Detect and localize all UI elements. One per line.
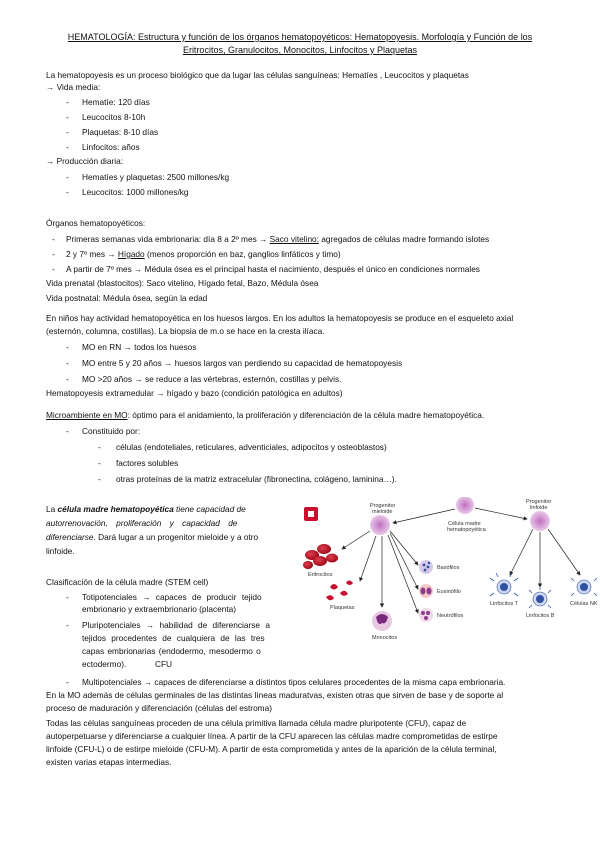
todas-line3: linfoide (CFU-L) o de estirpe mieloide (CFU-M). A partir de esta comprometida y antes de la aparición de la célula terminal, xyxy=(46,744,497,754)
ninos-item: MO entre 5 y 20 años → huesos largos van perdiendo su capacidad de hematopoyesis xyxy=(82,358,403,368)
ninos-line2: (esternón, columna, costillas). La biopsia de m.o se hace en la cresta ilíaca. xyxy=(46,326,325,336)
pluripotenciales-line2: tejidos procedentes de cualquiera de las tres xyxy=(82,633,265,643)
progenitor-mieloide-label-1: Progenitor xyxy=(370,503,396,509)
plaquetas-label: Plaquetas xyxy=(330,605,355,611)
vida-prenatal: Vida prenatal (blastocitos): Saco vitelino, Hígado fetal, Bazo, Médula ósea xyxy=(46,278,319,288)
eritrocitos-label: Eritrocitos xyxy=(308,572,333,578)
celula-madre-line4: linfoide. xyxy=(46,546,75,556)
pluripotenciales-line4: ectodermo). xyxy=(82,659,127,669)
constituido-heading: Constituido por: xyxy=(82,426,141,436)
microambiente-item: factores solubles xyxy=(116,458,179,468)
microambiente-item: células (endoteliales, reticulares, adventiciales, adipocitos y osteoblastos) xyxy=(116,442,387,452)
stem-cell-icon xyxy=(456,497,474,514)
progenitor-linfoide-label-1: Progenitor xyxy=(526,499,552,505)
microambiente-item: otras proteínas de la matriz extracelular (fibronectina, colágeno, laminina…). xyxy=(116,474,397,484)
organos-item-3: A partir de 7º mes → Médula ósea es el principal hasta el nacimiento, después el único en condiciones normales xyxy=(66,264,480,274)
ninos-item: MO en RN → todos los huesos xyxy=(82,342,197,352)
todas-line2: autoperpetuarse y diferenciarse a cualquier línea. A partir de la CFU aparecen las células madre comprometidas de estirpe xyxy=(46,731,498,741)
monocitos-icon xyxy=(372,611,392,631)
todas-line1: Todas las células sanguíneas proceden de una célula primitiva llamada célula madre pluripotente (CFU), capaz de xyxy=(46,718,467,728)
eosinofilos-icon xyxy=(419,584,433,598)
celulas-nk-icon xyxy=(571,578,597,596)
mo-lineas-line1: En la MO además de células germinales de las distintas líneas maduratvas, existen otras que sirven de base y de soporte al xyxy=(46,690,504,700)
pluripotenciales-line1: Pluripotenciales → habilidad de diferenciarse a xyxy=(82,620,270,630)
organos-heading: Órganos hematopoyéticos: xyxy=(46,218,146,228)
vida-postnatal: Vida postnatal: Médula ósea, según la edad xyxy=(46,293,208,303)
progenitor-mieloide-label-2: mieloide xyxy=(372,509,393,515)
vida-media-heading: → Vida media: xyxy=(46,82,101,92)
todas-line4: existen varias etapas intermedias. xyxy=(46,757,172,767)
produccion-item: Leucocitos: 1000 millones/kg xyxy=(82,187,189,197)
organos-item-1: Primeras semanas vida embrionaria: día 8 a 2º mes → Saco vitelino: agregados de células madre formando islotes xyxy=(66,234,490,244)
linfocitos-b-icon xyxy=(529,586,551,608)
document-title-line2: Eritrocitos, Granulocitos, Monocitos, Linfocitos y Plaquetas xyxy=(182,45,418,55)
clasificacion-heading: Clasificación de la célula madre (STEM cell) xyxy=(46,577,209,587)
produccion-heading: → Producción diaria: xyxy=(46,156,124,166)
totipotenciales-line1: Totipotenciales → capaces de producir tejido xyxy=(82,592,262,602)
neutrofilos-label: Neutrófilos xyxy=(437,613,464,619)
produccion-item: Hematíes y plaquetas: 2500 millones/kg xyxy=(82,172,230,182)
celula-madre-label-1: Célula madre xyxy=(448,521,481,527)
intro-text: La hematopoyesis es un proceso biológico que da lugar las células sanguíneas: Hematíes , Leucocitos y plaquetas xyxy=(46,70,469,80)
cfu-label: CFU xyxy=(155,659,173,669)
celula-madre-line1: La célula madre hematopoyética tiene capacidad de xyxy=(46,504,246,514)
linfocitos-t-label: Linfocitos T xyxy=(490,601,519,607)
vida-media-item: Hematíe: 120 días xyxy=(82,97,150,107)
celula-madre-label-2: hematopoyética xyxy=(447,527,486,533)
pluripotenciales-line3: capas embrionarias (endodermo, mesodermo o xyxy=(82,646,261,656)
eritrocitos-icon xyxy=(303,544,338,569)
celula-madre-line3: diferenciarse. Dará lugar a un progenitor mieloide y a otro xyxy=(46,532,259,542)
hematopoiesis-diagram xyxy=(300,497,600,642)
mo-lineas-line2: proceso de maduración y diferenciación (células del estroma) xyxy=(46,703,272,713)
basofilos-label: Basófilos xyxy=(437,565,460,571)
vida-media-item: Leucocitos 8-10h xyxy=(82,112,146,122)
eosinofilos-label: Eosinófilo xyxy=(437,589,461,595)
linfocitos-b-label: Linfocitos B xyxy=(526,613,555,619)
progenitor-linfoide-icon xyxy=(530,511,550,531)
plaquetas-icon xyxy=(326,581,353,601)
multipotenciales: Multipotenciales → capaces de diferenciarse a distintos tipos celulares procedentes de la misma capa embrionaria. xyxy=(82,677,506,687)
totipotenciales-line2: embrionario y extraembrionario (placenta) xyxy=(82,604,237,614)
progenitor-linfoide-label-2: linfoide xyxy=(530,505,548,511)
celulas-nk-label: Células NK xyxy=(570,601,598,607)
hematopoyesis-extramedular: Hematopoyesis extramedular → hígado y bazo (condición patológica en adultos) xyxy=(46,388,343,398)
basofilos-icon xyxy=(419,560,433,574)
progenitor-mieloide-icon xyxy=(370,515,390,535)
ninos-line1: En niños hay actividad hematopoyética en los huesos largos. En los adultos la hematopoyesis se produce en el esqueleto axial xyxy=(46,313,514,323)
neutrofilos-icon xyxy=(419,608,433,622)
ninos-item: MO >20 años → se reduce a las vértebras, esternón, costillas y pelvis. xyxy=(82,374,342,384)
vida-media-item: Linfocitos: años xyxy=(82,142,140,152)
document-page: HEMATOLOGÍA: Estructura y función de los órganos hematopoyéticos: Hematopoyesis. Morfología y Función de los Eritrocitos, Granulocitos, Monocitos, Linfocitos y Plaquetas La hematopoyesis es un proceso biológico que da lugar las células sanguíneas: Hematíes , Leucocitos y plaquetas → Vida media: - Hematíe: 120 días - Leucocitos 8-10h - Plaquetas: 8-10 días - Linfocitos: años → Producción diaria: - Hematíes y plaquetas: 2500 millones/kg - Leucocitos: 1000 millones/kg Órganos hematopoyéticos: - Primeras semanas vida embrionaria: día 8 a 2º mes → Saco vitelino: agregados de células madre formando islotes - 2 y 7º mes → Hígado (menos proporción en baz, ganglios linfáticos y timo) - A partir de 7º mes → Médula ósea es el principal hasta el nacimiento, después el único en condiciones normales Vida prenatal (blastocitos): Saco vitelino, Hígado fetal, Bazo, Médula ósea Vida postnatal: Médula ósea, según la edad En niños hay actividad hematopoyética en los huesos largos. En los adultos la hematopoyesis se produce en el esqueleto axial (esternón, columna, costillas). La biopsia de m.o se hace en la cresta ilíaca. - MO en RN → todos los huesos - MO entre 5 y 20 años → huesos largos van perdiendo su capacidad de hematopoyesis - MO >20 años → se reduce a las vértebras, esternón, costillas y pelvis. Hematopoyesis extramedular → hígado y bazo (condición patológica en adultos) Microambiente en MO: óptimo para el anidamiento, la proliferación y diferenciación de la célula madre hematopoyética. - Constituido por: - células (endoteliales, reticulares, adventiciales, adipocitos y osteoblastos) - factores solubles - otras proteínas de la matriz extracelular (fibronectina, colágeno, laminina…). La célula madre hematopoyética tiene capacidad de autorrenovación, proliferación y capacidad de diferenciarse. Dará lugar a un progenitor mieloide y a otro linfoide. Clasificación de la célula madre (STEM cell) - Totipotenciales → capaces de producir tejido embrionario y extraembrionario (placenta) - Pluripotenciales → habilidad de diferenciarse a tejidos procedentes de cualquiera de las tres capas embrionarias (endodermo, mesodermo o ectodermo). CFU - Multipotenciales → capaces de diferenciarse a distintos tipos celulares procedentes de la misma capa embrionaria. En la MO además de células germinales de las distintas líneas maduratvas, existen otras que sirven de base y de soporte al proceso de maduración y diferenciación (células del estroma) Todas las células sanguíneas proceden de una célula primitiva llamada célula madre pluripotente (CFU), capaz de autoperpetuarse y diferenciarse a cualquier línea. A partir de la CFU aparecen las células madre comprometidas de estirpe linfoide (CFU-L) o de estirpe mieloide (CFU-M). A partir de esta comprometida y antes de la aparición de la célula terminal, existen varias etapas intermedias. Célula madre hematopoyética Progenitor mieloide Progenitor linfoide Eritrocitos Plaquetas Monocitos Basófilos Eosinófilo Neutrófilos Linfocitos T Linfocitos B Células NK xyxy=(0,0,600,848)
vida-media-item: Plaquetas: 8-10 días xyxy=(82,127,159,137)
linfocitos-t-icon xyxy=(490,573,518,596)
microambiente-text: Microambiente en MO: óptimo para el anidamiento, la proliferación y diferenciación de la célula madre hematopoyética. xyxy=(46,410,485,420)
celula-madre-line2: autorrenovación, proliferación y capacidad de xyxy=(46,518,238,528)
monocitos-label: Monocitos xyxy=(372,635,398,641)
organos-item-2: 2 y 7º mes → Hígado (menos proporción en baz, ganglios linfáticos y timo) xyxy=(66,249,341,259)
logo-mark-icon xyxy=(308,511,314,517)
document-title-line1: HEMATOLOGÍA: Estructura y función de los órganos hematopoyéticos: Hematopoyesis. Morfología y Función de los xyxy=(67,32,533,42)
